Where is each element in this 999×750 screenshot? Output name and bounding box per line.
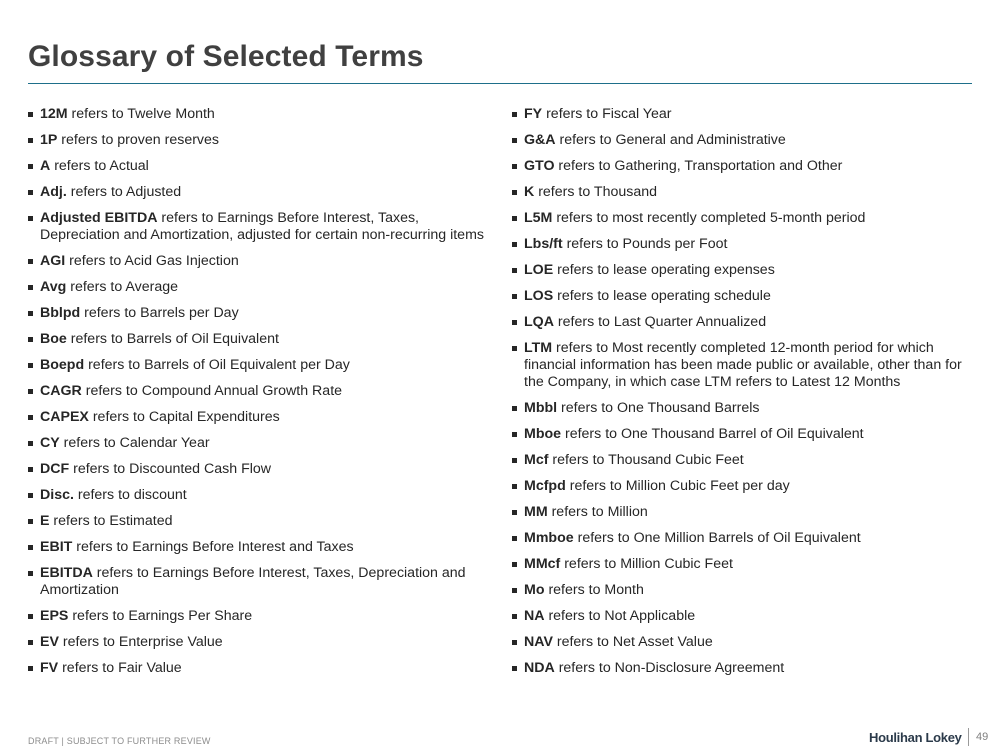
term-definition: refers to Million (547, 504, 648, 520)
term-abbreviation: A (40, 158, 51, 174)
term-abbreviation: NDA (524, 660, 555, 676)
term-abbreviation: Mcfpd (524, 478, 566, 494)
term-abbreviation: EBIT (40, 539, 73, 555)
term-abbreviation: Disc. (40, 487, 74, 503)
term-definition: refers to Thousand (534, 184, 658, 200)
glossary-term (512, 660, 982, 677)
glossary-term (28, 331, 490, 348)
square-bullet-icon (512, 536, 517, 541)
term-abbreviation: Mcf (524, 452, 549, 468)
square-bullet-icon (512, 268, 517, 273)
glossary-term (28, 253, 490, 270)
term-abbreviation: EV (40, 634, 59, 650)
square-bullet-icon (512, 666, 517, 671)
term-abbreviation: LTM (524, 340, 553, 356)
square-bullet-icon (28, 519, 33, 524)
term-abbreviation: LOS (524, 288, 554, 304)
square-bullet-icon (28, 285, 33, 290)
glossary-term (512, 530, 982, 547)
glossary-term (28, 279, 490, 296)
term-definition: refers to One Thousand Barrel of Oil Equivalent (561, 426, 864, 442)
term-definition: refers to Last Quarter Annualized (553, 314, 767, 330)
term-definition: refers to Earnings Before Interest and Taxes (72, 539, 354, 555)
glossary-list-left (28, 106, 490, 686)
glossary-term (28, 539, 490, 556)
term-definition: refers to One Million Barrels of Oil Equivalent (573, 530, 861, 546)
glossary-term (28, 565, 490, 599)
square-bullet-icon (28, 571, 33, 576)
term-definition: refers to proven reserves (57, 132, 220, 148)
square-bullet-icon (512, 562, 517, 567)
term-abbreviation: AGI (40, 253, 66, 269)
term-definition: refers to most recently completed 5-month period (552, 210, 866, 226)
square-bullet-icon (28, 666, 33, 671)
glossary-term (512, 262, 982, 279)
term-definition: refers to Actual (50, 158, 149, 174)
term-definition: refers to Twelve Month (67, 106, 215, 122)
glossary-term (512, 132, 982, 149)
square-bullet-icon (28, 545, 33, 550)
glossary-term (512, 608, 982, 625)
glossary-term (28, 634, 490, 651)
square-bullet-icon (512, 588, 517, 593)
term-definition: refers to Compound Annual Growth Rate (81, 383, 343, 399)
title-divider (28, 83, 972, 84)
glossary-term (28, 409, 490, 426)
glossary-term (28, 305, 490, 322)
square-bullet-icon (512, 346, 517, 351)
term-abbreviation: CAGR (40, 383, 82, 399)
square-bullet-icon (28, 112, 33, 117)
term-abbreviation: EPS (40, 608, 69, 624)
term-abbreviation: G&A (524, 132, 556, 148)
term-abbreviation: Mo (524, 582, 545, 598)
glossary-term (512, 504, 982, 521)
term-abbreviation: Adjusted EBITDA (40, 210, 158, 226)
square-bullet-icon (28, 640, 33, 645)
term-abbreviation: Boe (40, 331, 67, 347)
term-abbreviation: FY (524, 106, 543, 122)
term-definition: refers to Fiscal Year (542, 106, 672, 122)
glossary-term (512, 582, 982, 599)
term-abbreviation: Bblpd (40, 305, 81, 321)
square-bullet-icon (512, 432, 517, 437)
term-abbreviation: LQA (524, 314, 554, 330)
term-definition: refers to Barrels of Oil Equivalent per Day (84, 357, 350, 373)
glossary-term (512, 106, 982, 123)
term-definition: refers to Calendar Year (59, 435, 210, 451)
glossary-term (512, 478, 982, 495)
term-definition: refers to General and Administrative (555, 132, 786, 148)
glossary-term (512, 400, 982, 417)
square-bullet-icon (512, 294, 517, 299)
glossary-term (28, 383, 490, 400)
term-definition: refers to lease operating expenses (553, 262, 775, 278)
glossary-term (512, 556, 982, 573)
glossary-term (512, 184, 982, 201)
glossary-term (28, 210, 490, 244)
glossary-term (28, 461, 490, 478)
glossary-term (28, 513, 490, 530)
term-definition: refers to Discounted Cash Flow (69, 461, 272, 477)
glossary-term (28, 487, 490, 504)
term-definition: refers to Gathering, Transportation and Other (554, 158, 843, 174)
term-abbreviation: CAPEX (40, 409, 89, 425)
square-bullet-icon (512, 190, 517, 195)
term-definition: refers to Not Applicable (544, 608, 696, 624)
term-definition: refers to Earnings Before Interest, Taxes, Depreciation and Amortization, adjusted for certain non-recurring items (40, 210, 484, 243)
term-definition: refers to Adjusted (66, 184, 182, 200)
glossary-term (512, 288, 982, 305)
term-abbreviation: NA (524, 608, 545, 624)
square-bullet-icon (512, 320, 517, 325)
term-abbreviation: MM (524, 504, 548, 520)
square-bullet-icon (28, 415, 33, 420)
term-definition: refers to lease operating schedule (553, 288, 771, 304)
square-bullet-icon (512, 484, 517, 489)
square-bullet-icon (512, 406, 517, 411)
term-definition: refers to Net Asset Value (552, 634, 713, 650)
term-abbreviation: Mboe (524, 426, 562, 442)
square-bullet-icon (28, 614, 33, 619)
term-definition: refers to Million Cubic Feet (560, 556, 733, 572)
term-definition: refers to Enterprise Value (58, 634, 223, 650)
glossary-term (512, 340, 982, 391)
term-definition: refers to Pounds per Foot (562, 236, 728, 252)
term-definition: refers to Barrels of Oil Equivalent (66, 331, 279, 347)
square-bullet-icon (28, 311, 33, 316)
square-bullet-icon (512, 164, 517, 169)
glossary-term (28, 435, 490, 452)
glossary-term (512, 210, 982, 227)
term-definition: refers to Fair Value (58, 660, 182, 676)
term-abbreviation: Avg (40, 279, 67, 295)
draft-notice: DRAFT | SUBJECT TO FURTHER REVIEW (28, 736, 211, 746)
glossary-term (512, 158, 982, 175)
page-title: Glossary of Selected Terms (28, 40, 424, 73)
square-bullet-icon (512, 112, 517, 117)
glossary-term (512, 452, 982, 469)
square-bullet-icon (28, 138, 33, 143)
term-abbreviation: LOE (524, 262, 554, 278)
term-abbreviation: GTO (524, 158, 555, 174)
square-bullet-icon (28, 363, 33, 368)
term-definition: refers to Non-Disclosure Agreement (554, 660, 785, 676)
glossary-term (512, 236, 982, 253)
term-abbreviation: Mmboe (524, 530, 574, 546)
term-abbreviation: CY (40, 435, 60, 451)
square-bullet-icon (28, 493, 33, 498)
square-bullet-icon (28, 389, 33, 394)
term-abbreviation: L5M (524, 210, 553, 226)
glossary-term (28, 158, 490, 175)
glossary-term (28, 106, 490, 123)
square-bullet-icon (512, 614, 517, 619)
glossary-term (28, 608, 490, 625)
term-definition: refers to Thousand Cubic Feet (548, 452, 744, 468)
square-bullet-icon (28, 164, 33, 169)
square-bullet-icon (28, 337, 33, 342)
footer-divider (968, 728, 969, 746)
term-abbreviation: E (40, 513, 50, 529)
glossary-term (512, 634, 982, 651)
term-definition: refers to Million Cubic Feet per day (565, 478, 790, 494)
term-abbreviation: Mbbl (524, 400, 558, 416)
term-definition: refers to Capital Expenditures (88, 409, 280, 425)
glossary-term (28, 357, 490, 374)
glossary-term (28, 132, 490, 149)
term-abbreviation: Adj. (40, 184, 67, 200)
square-bullet-icon (28, 190, 33, 195)
term-definition: refers to Earnings Before Interest, Taxes, Depreciation and Amortization (40, 565, 466, 598)
term-definition: refers to discount (73, 487, 187, 503)
square-bullet-icon (512, 138, 517, 143)
square-bullet-icon (28, 216, 33, 221)
glossary-term (28, 184, 490, 201)
term-abbreviation: 12M (40, 106, 68, 122)
term-definition: refers to Estimated (49, 513, 173, 529)
square-bullet-icon (28, 467, 33, 472)
term-abbreviation: FV (40, 660, 59, 676)
term-abbreviation: NAV (524, 634, 553, 650)
glossary-list-right (512, 106, 982, 686)
term-abbreviation: MMcf (524, 556, 561, 572)
term-abbreviation: 1P (40, 132, 58, 148)
square-bullet-icon (512, 242, 517, 247)
square-bullet-icon (28, 259, 33, 264)
term-abbreviation: Lbs/ft (524, 236, 563, 252)
term-abbreviation: Boepd (40, 357, 85, 373)
square-bullet-icon (512, 458, 517, 463)
square-bullet-icon (28, 441, 33, 446)
glossary-term (512, 314, 982, 331)
term-abbreviation: DCF (40, 461, 70, 477)
company-logo: Houlihan Lokey (869, 730, 962, 745)
term-definition: refers to One Thousand Barrels (557, 400, 760, 416)
square-bullet-icon (512, 510, 517, 515)
term-abbreviation: EBITDA (40, 565, 93, 581)
glossary-term (28, 660, 490, 677)
square-bullet-icon (512, 216, 517, 221)
glossary-term (512, 426, 982, 443)
term-abbreviation: K (524, 184, 535, 200)
term-definition: refers to Barrels per Day (80, 305, 239, 321)
term-definition: refers to Acid Gas Injection (65, 253, 239, 269)
term-definition: refers to Most recently completed 12-month period for which financial information has been made public or available, other than for the Company, in which case LTM refers to Latest 12 Months (524, 340, 962, 390)
term-definition: refers to Month (544, 582, 644, 598)
term-definition: refers to Earnings Per Share (68, 608, 253, 624)
square-bullet-icon (512, 640, 517, 645)
term-definition: refers to Average (66, 279, 179, 295)
page-number: 49 (976, 731, 989, 743)
